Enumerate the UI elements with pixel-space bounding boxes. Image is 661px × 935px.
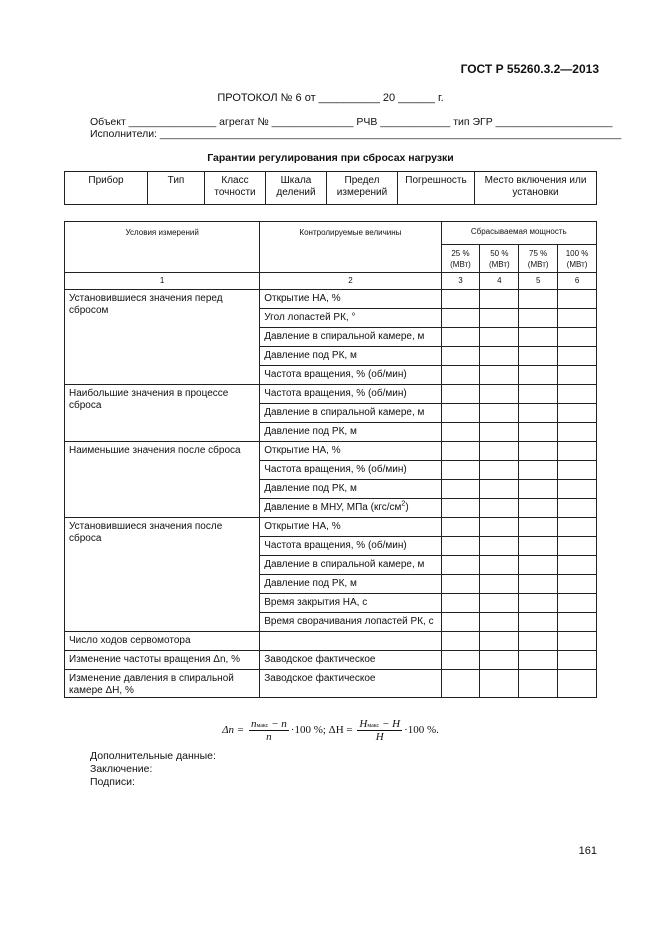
value-cell <box>441 632 480 651</box>
value-cell <box>519 385 558 404</box>
col-number-5: 5 <box>519 273 558 290</box>
value-cell <box>519 404 558 423</box>
value-cell <box>480 613 519 632</box>
value-cell <box>441 575 480 594</box>
value-cell <box>519 347 558 366</box>
param-row: Открытие НА, % <box>260 442 441 461</box>
value-cell <box>441 347 480 366</box>
group-min-after-drop: Наименьшие значения после сброса <box>65 442 260 518</box>
group-max-during-drop: Наибольшие значения в процессе сброса <box>65 385 260 442</box>
value-cell <box>519 594 558 613</box>
param-row: Давление в спиральной камере, м <box>260 556 441 575</box>
object-fields-line: Объект _______________ агрегат № ______________ РЧВ ____________ тип ЭГР ____________________ <box>90 116 613 128</box>
param-row: Давление под РК, м <box>260 423 441 442</box>
fraction-dn: $\frac{\text{nмакс − n}}{n}$ <box>250 718 287 743</box>
value-cell <box>558 537 597 556</box>
value-cell <box>441 556 480 575</box>
col-type: Тип <box>148 172 205 205</box>
value-cell <box>441 366 480 385</box>
value-cell <box>558 309 597 328</box>
value-cell <box>519 366 558 385</box>
value-cell <box>519 499 558 518</box>
value-cell <box>519 613 558 632</box>
value-cell <box>441 594 480 613</box>
param-row: Открытие НА, % <box>260 290 441 309</box>
group-servo-strokes: Число ходов сервомотора <box>65 632 260 651</box>
col-location: Место включения или установки <box>475 172 597 205</box>
value-cell <box>480 423 519 442</box>
value-cell <box>480 347 519 366</box>
value-cell <box>480 328 519 347</box>
executors-line: Исполнители: _______________________________________________________________________________ <box>90 128 622 140</box>
param-row: Давление в МНУ, МПа $(кгс/см^2)$ <box>260 499 441 518</box>
value-cell <box>558 328 597 347</box>
value-cell <box>519 518 558 537</box>
value-cell <box>441 537 480 556</box>
additional-data-label: Дополнительные данные: <box>90 750 216 762</box>
value-cell <box>519 461 558 480</box>
col-scale: Шкала делений <box>266 172 327 205</box>
value-cell <box>441 480 480 499</box>
value-cell <box>558 613 597 632</box>
param-row: Давление под РК, м <box>260 575 441 594</box>
value-cell <box>480 480 519 499</box>
value-cell <box>519 632 558 651</box>
param-row: Частота вращения, % (об/мин) <box>260 385 441 404</box>
value-cell <box>558 670 597 698</box>
head-25: 25 % (МВт) <box>441 245 480 273</box>
col-number-1: 1 <box>65 273 260 290</box>
value-cell <box>480 461 519 480</box>
value-cell <box>441 404 480 423</box>
head-75: 75 % (МВт) <box>519 245 558 273</box>
value-cell <box>480 632 519 651</box>
param-row <box>260 632 441 651</box>
value-cell <box>480 290 519 309</box>
value-cell <box>480 537 519 556</box>
signatures-label: Подписи: <box>90 776 135 788</box>
col-limit: Предел измерений <box>327 172 398 205</box>
col-number-2: 2 <box>260 273 441 290</box>
value-cell <box>558 385 597 404</box>
head-100: 100 % (МВт) <box>558 245 597 273</box>
value-cell <box>519 328 558 347</box>
measurements-table <box>64 221 597 698</box>
value-cell <box>480 575 519 594</box>
value-cell <box>519 556 558 575</box>
value-cell <box>558 651 597 670</box>
value-cell <box>480 499 519 518</box>
value-cell <box>441 499 480 518</box>
group-after-drop: Установившиеся значения после сброса <box>65 518 260 632</box>
value-cell <box>519 575 558 594</box>
value-cell <box>441 290 480 309</box>
value-cell <box>441 442 480 461</box>
col-error: Погрешность <box>398 172 475 205</box>
value-cell <box>519 290 558 309</box>
value-cell <box>480 442 519 461</box>
param-row: Заводское фактическое <box>260 670 441 698</box>
conclusion-label: Заключение: <box>90 763 153 775</box>
head-conditions: Условия измерений <box>65 222 260 273</box>
param-row: Частота вращения, % (об/мин) <box>260 461 441 480</box>
col-number-3: 3 <box>441 273 480 290</box>
value-cell <box>519 651 558 670</box>
param-row: Давление под РК, м <box>260 480 441 499</box>
value-cell <box>558 461 597 480</box>
param-row: Частота вращения, % (об/мин) <box>260 537 441 556</box>
param-row: Давление под РК, м <box>260 347 441 366</box>
col-number-4: 4 <box>480 273 519 290</box>
value-cell <box>441 613 480 632</box>
value-cell <box>441 461 480 480</box>
value-cell <box>480 366 519 385</box>
value-cell <box>480 404 519 423</box>
value-cell <box>558 347 597 366</box>
value-cell <box>441 309 480 328</box>
standard-number: ГОСТ Р 55260.3.2—2013 <box>460 62 599 76</box>
value-cell <box>558 366 597 385</box>
group-pressure-change: Изменение давления в спиральной камере ΔH, % <box>65 670 260 698</box>
value-cell <box>441 651 480 670</box>
value-cell <box>558 499 597 518</box>
value-cell <box>480 651 519 670</box>
col-device: Прибор <box>65 172 148 205</box>
param-row: Частота вращения, % (об/мин) <box>260 366 441 385</box>
param-row: Открытие НА, % <box>260 518 441 537</box>
param-row: Заводское фактическое <box>260 651 441 670</box>
value-cell <box>441 423 480 442</box>
value-cell <box>480 556 519 575</box>
value-cell <box>558 442 597 461</box>
section-title: Гарантии регулирования при сбросах нагрузки <box>207 152 454 164</box>
head-power: Сбрасываемая мощность <box>441 222 596 245</box>
value-cell <box>441 518 480 537</box>
head-controlled: Контролируемые величины <box>260 222 441 273</box>
value-cell <box>441 670 480 698</box>
value-cell <box>519 309 558 328</box>
param-row: Давление в спиральной камере, м <box>260 328 441 347</box>
value-cell <box>558 404 597 423</box>
value-cell <box>558 480 597 499</box>
param-row: Время сворачивания лопастей РК, с <box>260 613 441 632</box>
value-cell <box>519 537 558 556</box>
value-cell <box>480 670 519 698</box>
formula: Δn = $\frac{\text{nмакс − n}}{n}$ ·100 %; ΔH = $\frac{\text{Hмакс − H}}{H}$ ·100 %. <box>222 718 439 743</box>
value-cell <box>480 594 519 613</box>
value-cell <box>480 518 519 537</box>
value-cell <box>480 385 519 404</box>
col-accuracy: Класс точности <box>205 172 266 205</box>
value-cell <box>558 556 597 575</box>
col-number-6: 6 <box>558 273 597 290</box>
param-row: Время закрытия НА, с <box>260 594 441 613</box>
value-cell <box>519 670 558 698</box>
value-cell <box>558 594 597 613</box>
value-cell <box>480 309 519 328</box>
value-cell <box>558 290 597 309</box>
value-cell <box>519 442 558 461</box>
devices-table <box>64 171 597 205</box>
value-cell <box>441 385 480 404</box>
value-cell <box>558 632 597 651</box>
value-cell <box>519 480 558 499</box>
value-cell <box>558 575 597 594</box>
group-speed-change: Изменение частоты вращения Δn, % <box>65 651 260 670</box>
protocol-line: ПРОТОКОЛ № 6 от __________ 20 ______ г. <box>217 92 444 104</box>
value-cell <box>441 328 480 347</box>
group-before-drop: Установившиеся значения перед сбросом <box>65 290 260 385</box>
value-cell <box>558 518 597 537</box>
fraction-dh: $\frac{\text{Hмакс − H}}{H}$ <box>359 718 401 743</box>
param-row: Давление в спиральной камере, м <box>260 404 441 423</box>
page-number: 161 <box>578 845 597 857</box>
value-cell <box>519 423 558 442</box>
value-cell <box>558 423 597 442</box>
head-50: 50 % (МВт) <box>480 245 519 273</box>
param-row: Угол лопастей РК, ° <box>260 309 441 328</box>
